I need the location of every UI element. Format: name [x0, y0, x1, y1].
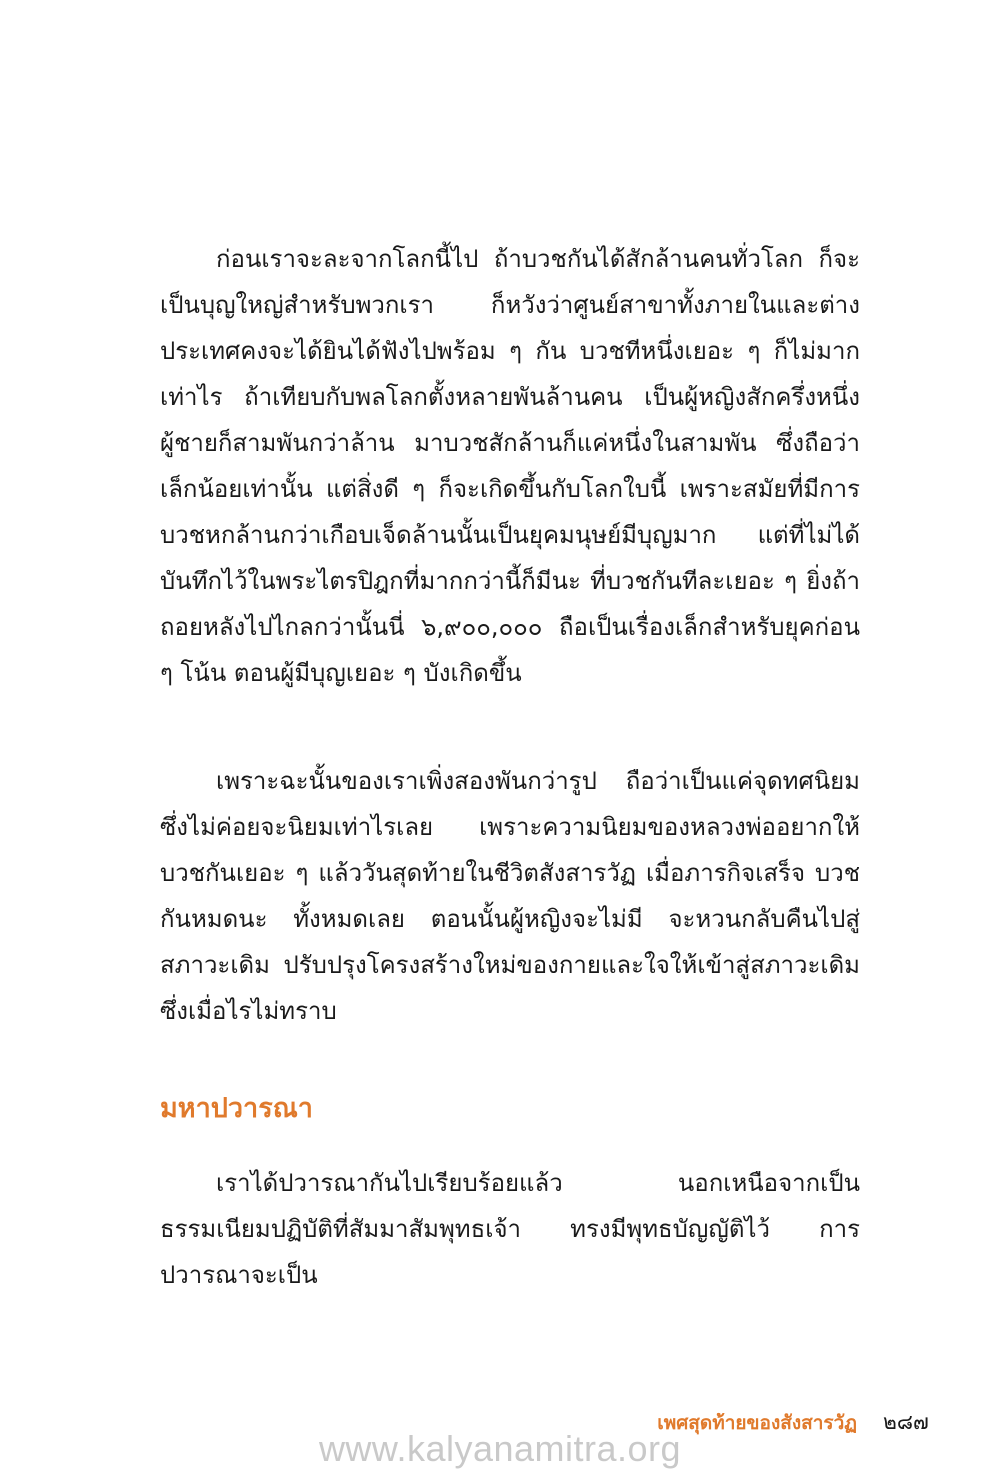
body-text-block-1: [160, 236, 860, 696]
body-text-block-2: [160, 758, 860, 1034]
body-text-block-3: [160, 1160, 860, 1298]
paragraph-1: ก่อนเราจะละจากโลกนี้ไป ถ้าบวชกันได้สักล้านคนทั่วโลก ก็จะเป็นบุญใหญ่สำหรับพวกเรา ก็หวังว่าศูนย์สาขาทั้งภายในและต่างประเทศคงจะได้ยินได้ฟังไปพร้อม ๆ กัน บวชทีหนึ่งเยอะ ๆ ก็ไม่มากเท่าไร ถ้าเทียบกับพลโลกตั้งหลายพันล้านคน เป็นผู้หญิงสักครึ่งหนึ่ง ผู้ชายก็สามพันกว่าล้าน มาบวชสักล้านก็แค่หนึ่งในสามพัน ซึ่งถือว่าเล็กน้อยเท่านั้น แต่สิ่งดี ๆ ก็จะเกิดขึ้นกับโลกใบนี้ เพราะสมัยที่มีการบวชหกล้านกว่าเกือบเจ็ดล้านนั้นเป็นยุคมนุษย์มีบุญมาก แต่ที่ไม่ได้บันทึกไว้ในพระไตรปิฎกที่มากกว่านี้ก็มีนะ ที่บวชกันทีละเยอะ ๆ ยิ่งถ้าถอยหลังไปไกลกว่านั้นนี่ ๖,๙๐๐,๐๐๐ ถือเป็นเรื่องเล็กสำหรับยุคก่อน ๆ โน้น ตอนผู้มีบุญเยอะ ๆ บังเกิดขึ้น: [160, 245, 860, 687]
paragraph-3: เราได้ปวารณากันไปเรียบร้อยแล้ว นอกเหนือจากเป็นธรรมเนียมปฏิบัติที่สัมมาสัมพุทธเจ้า ทรงมีพุทธบัญญัติไว้ การปวารณาจะเป็น: [160, 1169, 860, 1289]
page-number: ๒๘๗: [883, 1410, 929, 1434]
running-footer-title: เพศสุดท้ายของสังสารวัฏ: [657, 1412, 857, 1434]
paragraph-2: เพราะฉะนั้นของเราเพิ่งสองพันกว่ารูป ถือว่าเป็นแค่จุดทศนิยม ซึ่งไม่ค่อยจะนิยมเท่าไรเลย เพราะความนิยมของหลวงพ่ออยากให้บวชกันเยอะ ๆ แล้ววันสุดท้ายในชีวิตสังสารวัฏ เมื่อภารกิจเสร็จ บวชกันหมดนะ ทั้งหมดเลย ตอนนั้นผู้หญิงจะไม่มี จะหวนกลับคืนไปสู่สภาวะเดิม ปรับปรุงโครงสร้างใหม่ของกายและใจให้เข้าสู่สภาวะเดิม ซึ่งเมื่อไรไม่ทราบ: [160, 767, 860, 1025]
website-watermark: www.kalyanamitra.org: [318, 1428, 682, 1469]
section-heading: มหาปวารณา: [160, 1093, 313, 1124]
